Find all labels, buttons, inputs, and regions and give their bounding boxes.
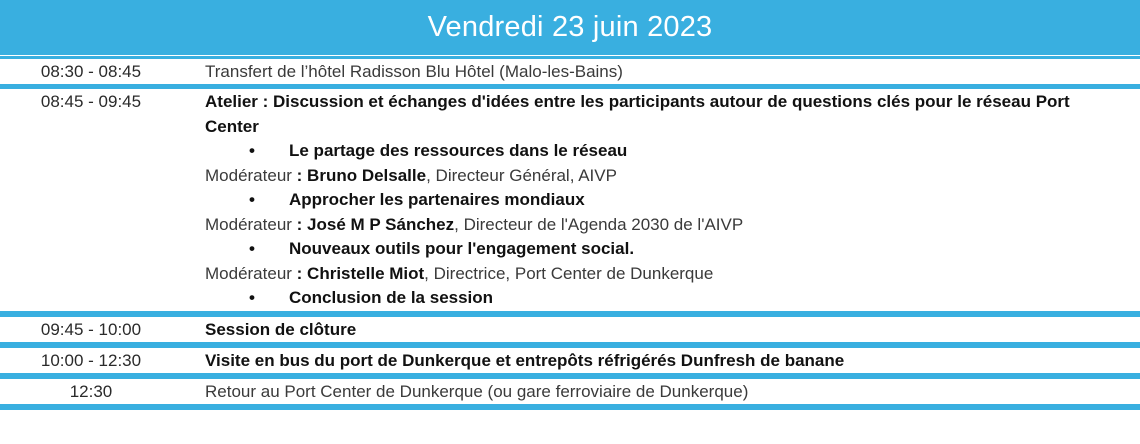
row-time: 10:00 - 12:30 bbox=[40, 351, 142, 370]
bullet-item bbox=[205, 188, 1125, 213]
moderator-role: , Directeur Général, AIVP bbox=[426, 165, 617, 185]
bullet-text: Le partage des ressources dans le réseau bbox=[289, 141, 628, 160]
row-separator bbox=[0, 373, 1140, 379]
moderator-label: Modérateur bbox=[205, 263, 292, 283]
row-separator bbox=[0, 56, 1140, 59]
moderator-line bbox=[205, 164, 1125, 189]
moderator-role: , Directrice, Port Center de Dunkerque bbox=[424, 263, 714, 283]
bullet-item bbox=[205, 139, 1125, 164]
row-text: Retour au Port Center de Dunkerque (ou gare ferroviaire de Dunkerque) bbox=[205, 382, 749, 401]
row-text: Transfert de l’hôtel Radisson Blu Hôtel (Malo-les-Bains) bbox=[205, 62, 623, 81]
day-title: Vendredi 23 juin 2023 bbox=[427, 11, 713, 43]
row-content bbox=[205, 90, 1125, 311]
row-time: 12:30 bbox=[69, 382, 113, 401]
bullet-text: Nouveaux outils pour l'engagement social. bbox=[289, 239, 635, 258]
row-text: Visite en bus du port de Dunkerque et entrepôts réfrigérés Dunfresh de banane bbox=[205, 351, 845, 370]
row-time: 08:45 - 09:45 bbox=[40, 92, 142, 111]
moderator-name: Christelle Miot bbox=[307, 263, 425, 283]
row-text: Session de clôture bbox=[205, 320, 357, 339]
row-separator bbox=[0, 342, 1140, 348]
bullet-icon: • bbox=[249, 288, 255, 307]
moderator-colon: : bbox=[291, 165, 308, 185]
moderator-line bbox=[205, 213, 1125, 238]
moderator-colon: : bbox=[291, 214, 308, 234]
moderator-label: Modérateur bbox=[205, 214, 292, 234]
workshop-title: Atelier : Discussion et échanges d'idées entre les participants autour de questions clés pour le réseau Port Center bbox=[205, 92, 1070, 136]
moderator-colon: : bbox=[291, 263, 308, 283]
moderator-role: , Directeur de l'Agenda 2030 de l'AIVP bbox=[454, 214, 744, 234]
moderator-line bbox=[205, 262, 1125, 287]
bullet-item bbox=[205, 286, 1125, 311]
bullet-item bbox=[205, 237, 1125, 262]
row-separator bbox=[0, 404, 1140, 410]
bullet-text: Approcher les partenaires mondiaux bbox=[289, 190, 585, 209]
row-separator bbox=[0, 311, 1140, 317]
day-header bbox=[0, 0, 1140, 55]
row-separator bbox=[0, 84, 1140, 89]
moderator-name: José M P Sánchez bbox=[307, 214, 455, 234]
row-time: 09:45 - 10:00 bbox=[40, 320, 142, 339]
bullet-icon: • bbox=[249, 239, 255, 258]
moderator-label: Modérateur bbox=[205, 165, 292, 185]
row-time: 08:30 - 08:45 bbox=[40, 62, 142, 81]
bullet-text: Conclusion de la session bbox=[289, 288, 494, 307]
bullet-icon: • bbox=[249, 190, 255, 209]
moderator-name: Bruno Delsalle bbox=[307, 165, 427, 185]
bullet-icon: • bbox=[249, 141, 255, 160]
